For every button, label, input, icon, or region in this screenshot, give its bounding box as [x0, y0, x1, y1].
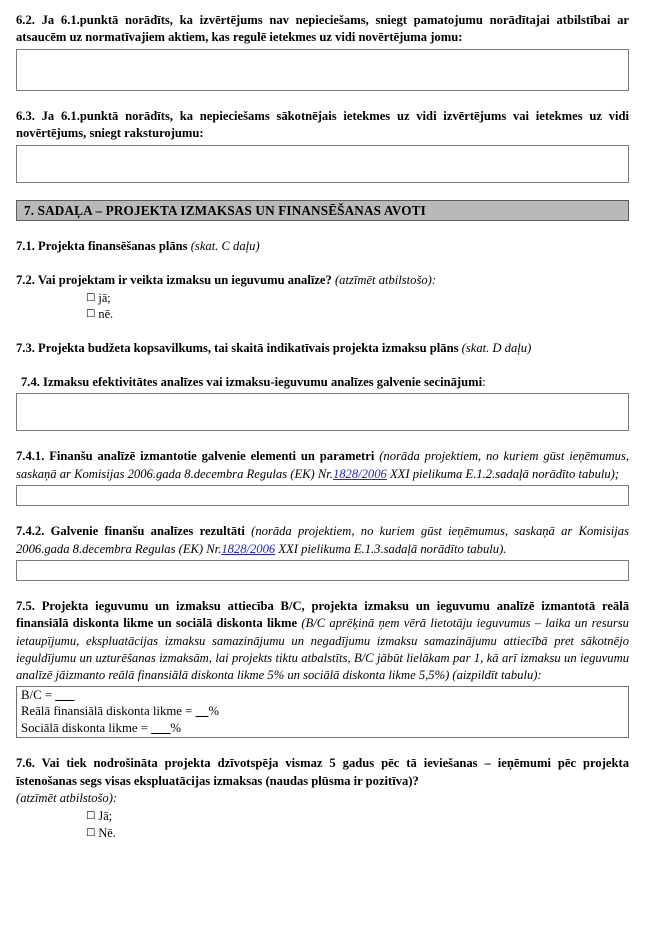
spacer-after-7-4-1 [0, 506, 645, 523]
bc-row-ratio-label: B/C = [21, 687, 56, 702]
spacer-top [0, 0, 645, 12]
question-7-4-2-body: Galvenie finanšu analīzes rezultāti [50, 524, 245, 539]
option-7-2-no[interactable] [86, 306, 629, 322]
question-7-2-body: Vai projektam ir veikta izmaksu un ieguvumu analīze? [37, 272, 332, 287]
question-7-5-number: 7.5. [16, 598, 35, 613]
question-7-4-1 [16, 448, 629, 483]
option-7-6-no-label: Nē. [98, 825, 116, 840]
question-7-3-text [16, 340, 629, 357]
spacer-after-7-2 [0, 323, 645, 340]
bc-row-social-rate-blank[interactable]: ___ [151, 720, 171, 735]
checkbox-empty-icon[interactable]: ☐ [86, 810, 96, 823]
question-7-4-2 [16, 523, 629, 558]
question-7-4 [21, 374, 629, 391]
answer-field-7-4-2[interactable] [16, 560, 629, 581]
bc-row-financial-rate-suffix: % [208, 704, 220, 719]
option-7-2-yes-label: jā; [98, 291, 111, 306]
section-header-7: 7. SADAĻA – PROJEKTA IZMAKSAS UN FINANSĒŠANAS AVOTI [16, 200, 629, 221]
question-6-3-number: 6.3. [16, 108, 35, 123]
answer-field-6-2[interactable] [16, 49, 629, 91]
answer-field-6-3[interactable] [16, 145, 629, 183]
question-6-2 [16, 12, 629, 47]
options-7-6 [16, 808, 629, 840]
question-7-4-1-number: 7.4.1. [16, 449, 45, 464]
option-7-6-no[interactable] [86, 825, 629, 841]
question-6-3-text [16, 108, 629, 143]
spacer-after-section-bar [0, 221, 645, 238]
question-7-4-1-body: Finanšu analīzē izmantotie galvenie elementi un parametri [49, 449, 375, 464]
bc-row-ratio[interactable] [21, 687, 628, 704]
question-7-4-colon: : [482, 375, 486, 390]
question-7-2-number: 7.2. [16, 272, 35, 287]
answer-field-7-4-1[interactable] [16, 485, 629, 506]
question-6-3-body: Ja 6.1.punktā norādīts, ka nepieciešams sākotnējais ietekmes uz vidi izvērtējums vai ietekmes uz vidi novērtējums, sniegt raksturojumu: [16, 108, 629, 141]
question-7-6-text [16, 755, 629, 807]
question-7-4-2-number: 7.4.2. [16, 524, 45, 539]
question-7-4-1-note-pre: (norāda projektiem, no kuriem gūst ieņēmumus, saskaņā ar Komisijas 2006.gada 8.decembra Regulas (EK) Nr. [16, 449, 630, 481]
option-7-2-no-label: nē. [98, 307, 114, 322]
checkbox-empty-icon[interactable]: ☐ [86, 826, 96, 839]
bc-row-social-rate-suffix: % [170, 720, 182, 735]
question-7-4-1-text [16, 448, 629, 483]
question-7-4-2-note-post: XXI pielikuma E.1.3.sadaļā norādīto tabulu). [275, 541, 507, 556]
answer-field-7-4[interactable] [16, 393, 629, 431]
question-7-5 [16, 598, 629, 685]
spacer-after-6-2 [0, 91, 645, 108]
question-7-1-body: Projekta finansēšanas plāns [38, 238, 188, 253]
question-7-6-note: (atzīmēt atbilstošo): [16, 791, 118, 806]
options-7-2 [16, 290, 629, 322]
question-6-2-number: 6.2. [16, 13, 35, 27]
question-7-4-1-note-post: XXI pielikuma E.1.2.sadaļā norādīto tabulu); [386, 466, 620, 481]
question-7-6-number: 7.6. [16, 756, 35, 771]
question-7-1-note: (skat. C daļu) [190, 238, 260, 253]
spacer-after-7-4-2 [0, 581, 645, 598]
question-7-1-text [16, 238, 629, 255]
bc-row-financial-rate[interactable] [21, 703, 628, 720]
checkbox-empty-icon[interactable]: ☐ [86, 308, 96, 321]
question-7-2-note: (atzīmēt atbilstošo): [334, 272, 437, 287]
question-6-3 [16, 108, 629, 143]
question-7-4-body: Izmaksu efektivitātes analīzes vai izmaksu-ieguvumu analīzes galvenie secinājumi [43, 375, 483, 390]
spacer-after-7-1 [0, 255, 645, 272]
question-7-1-number: 7.1. [16, 238, 35, 253]
option-7-6-yes[interactable] [86, 808, 629, 824]
question-7-1 [16, 238, 629, 255]
question-7-6 [16, 755, 629, 841]
spacer-after-7-5 [0, 738, 645, 755]
bc-row-ratio-blank[interactable]: ___ [55, 687, 75, 702]
question-7-4-text [21, 374, 629, 391]
bc-rate-table [16, 686, 629, 739]
option-7-6-yes-label: Jā; [98, 809, 113, 824]
checkbox-empty-icon[interactable]: ☐ [86, 292, 96, 305]
bc-row-financial-rate-label: Reālā finansiālā diskonta likme = [21, 704, 196, 719]
question-7-5-text [16, 598, 629, 685]
bc-row-financial-rate-blank[interactable]: __ [195, 704, 209, 719]
option-7-2-yes[interactable] [86, 290, 629, 306]
question-7-3 [16, 340, 629, 357]
question-7-4-2-text [16, 523, 629, 558]
question-6-2-body: Ja 6.1.punktā norādīts, ka izvērtējums nav nepieciešams, sniegt pamatojumu norādītajai atbilstībai ar atsaucēm uz normatīvajiem aktiem, kas regulē ietekmes uz vidi novērtējuma jomu: [16, 13, 629, 45]
spacer-after-7-3 [0, 357, 645, 374]
bc-row-social-rate-label: Sociālā diskonta likme = [21, 720, 152, 735]
regulation-link-1828-2006[interactable]: 1828/2006 [332, 466, 387, 481]
bc-row-social-rate[interactable] [21, 720, 628, 737]
question-7-2 [16, 272, 629, 323]
question-7-2-text [16, 272, 629, 289]
question-7-4-2-note-pre: (norāda projektiem, no kuriem gūst ieņēmumus, saskaņā ar Komisijas 2006.gada 8.decembra Regulas (EK) Nr. [16, 524, 629, 556]
question-7-6-body: Vai tiek nodrošināta projekta dzīvotspēja vismaz 5 gadus pēc tā ieviešanas – ieņēmumi pēc projekta īstenošanas segs visas ekspluatācijas izmaksas (naudas plūsma ir pozitīva)? [16, 756, 629, 788]
question-7-3-body: Projekta budžeta kopsavilkums, tai skaitā indikatīvais projekta izmaksu plāns [38, 340, 459, 355]
question-7-4-number: 7.4. [21, 375, 40, 390]
spacer-after-6-3 [0, 183, 645, 200]
regulation-link-1828-2006[interactable]: 1828/2006 [221, 541, 276, 556]
question-7-3-note: (skat. D daļu) [461, 340, 532, 355]
question-6-2-text [16, 12, 629, 47]
question-7-5-note: (B/C aprēķinā ņem vērā lietotāju ieguvumus – laika un resursu ietaupījumu, ekspluatācijas izmaksu samazinājumu un negadījumu izmaksu samazinājumu attiecībā pret sākotnējo ieguldījumu un uzturēšanas izmaksām, lai projekts tiktu atbalstīts, B/C jābūt lielākam par 1, kā arī izmaksu un ieguvumu analīzē jāizmanto reālā finansiālā diskonta likme 5% un sociālā diskonta likme 5,5%) (aizpildīt tabulu): [16, 616, 629, 683]
question-7-5-body: Projekta ieguvumu un izmaksu attiecība B/C, projekta izmaksu un ieguvumu analīzē izmantotā reālā finansiālā diskonta likme un sociālā diskonta likme [16, 598, 630, 631]
spacer-after-7-4 [0, 431, 645, 448]
question-7-3-number: 7.3. [16, 340, 35, 355]
